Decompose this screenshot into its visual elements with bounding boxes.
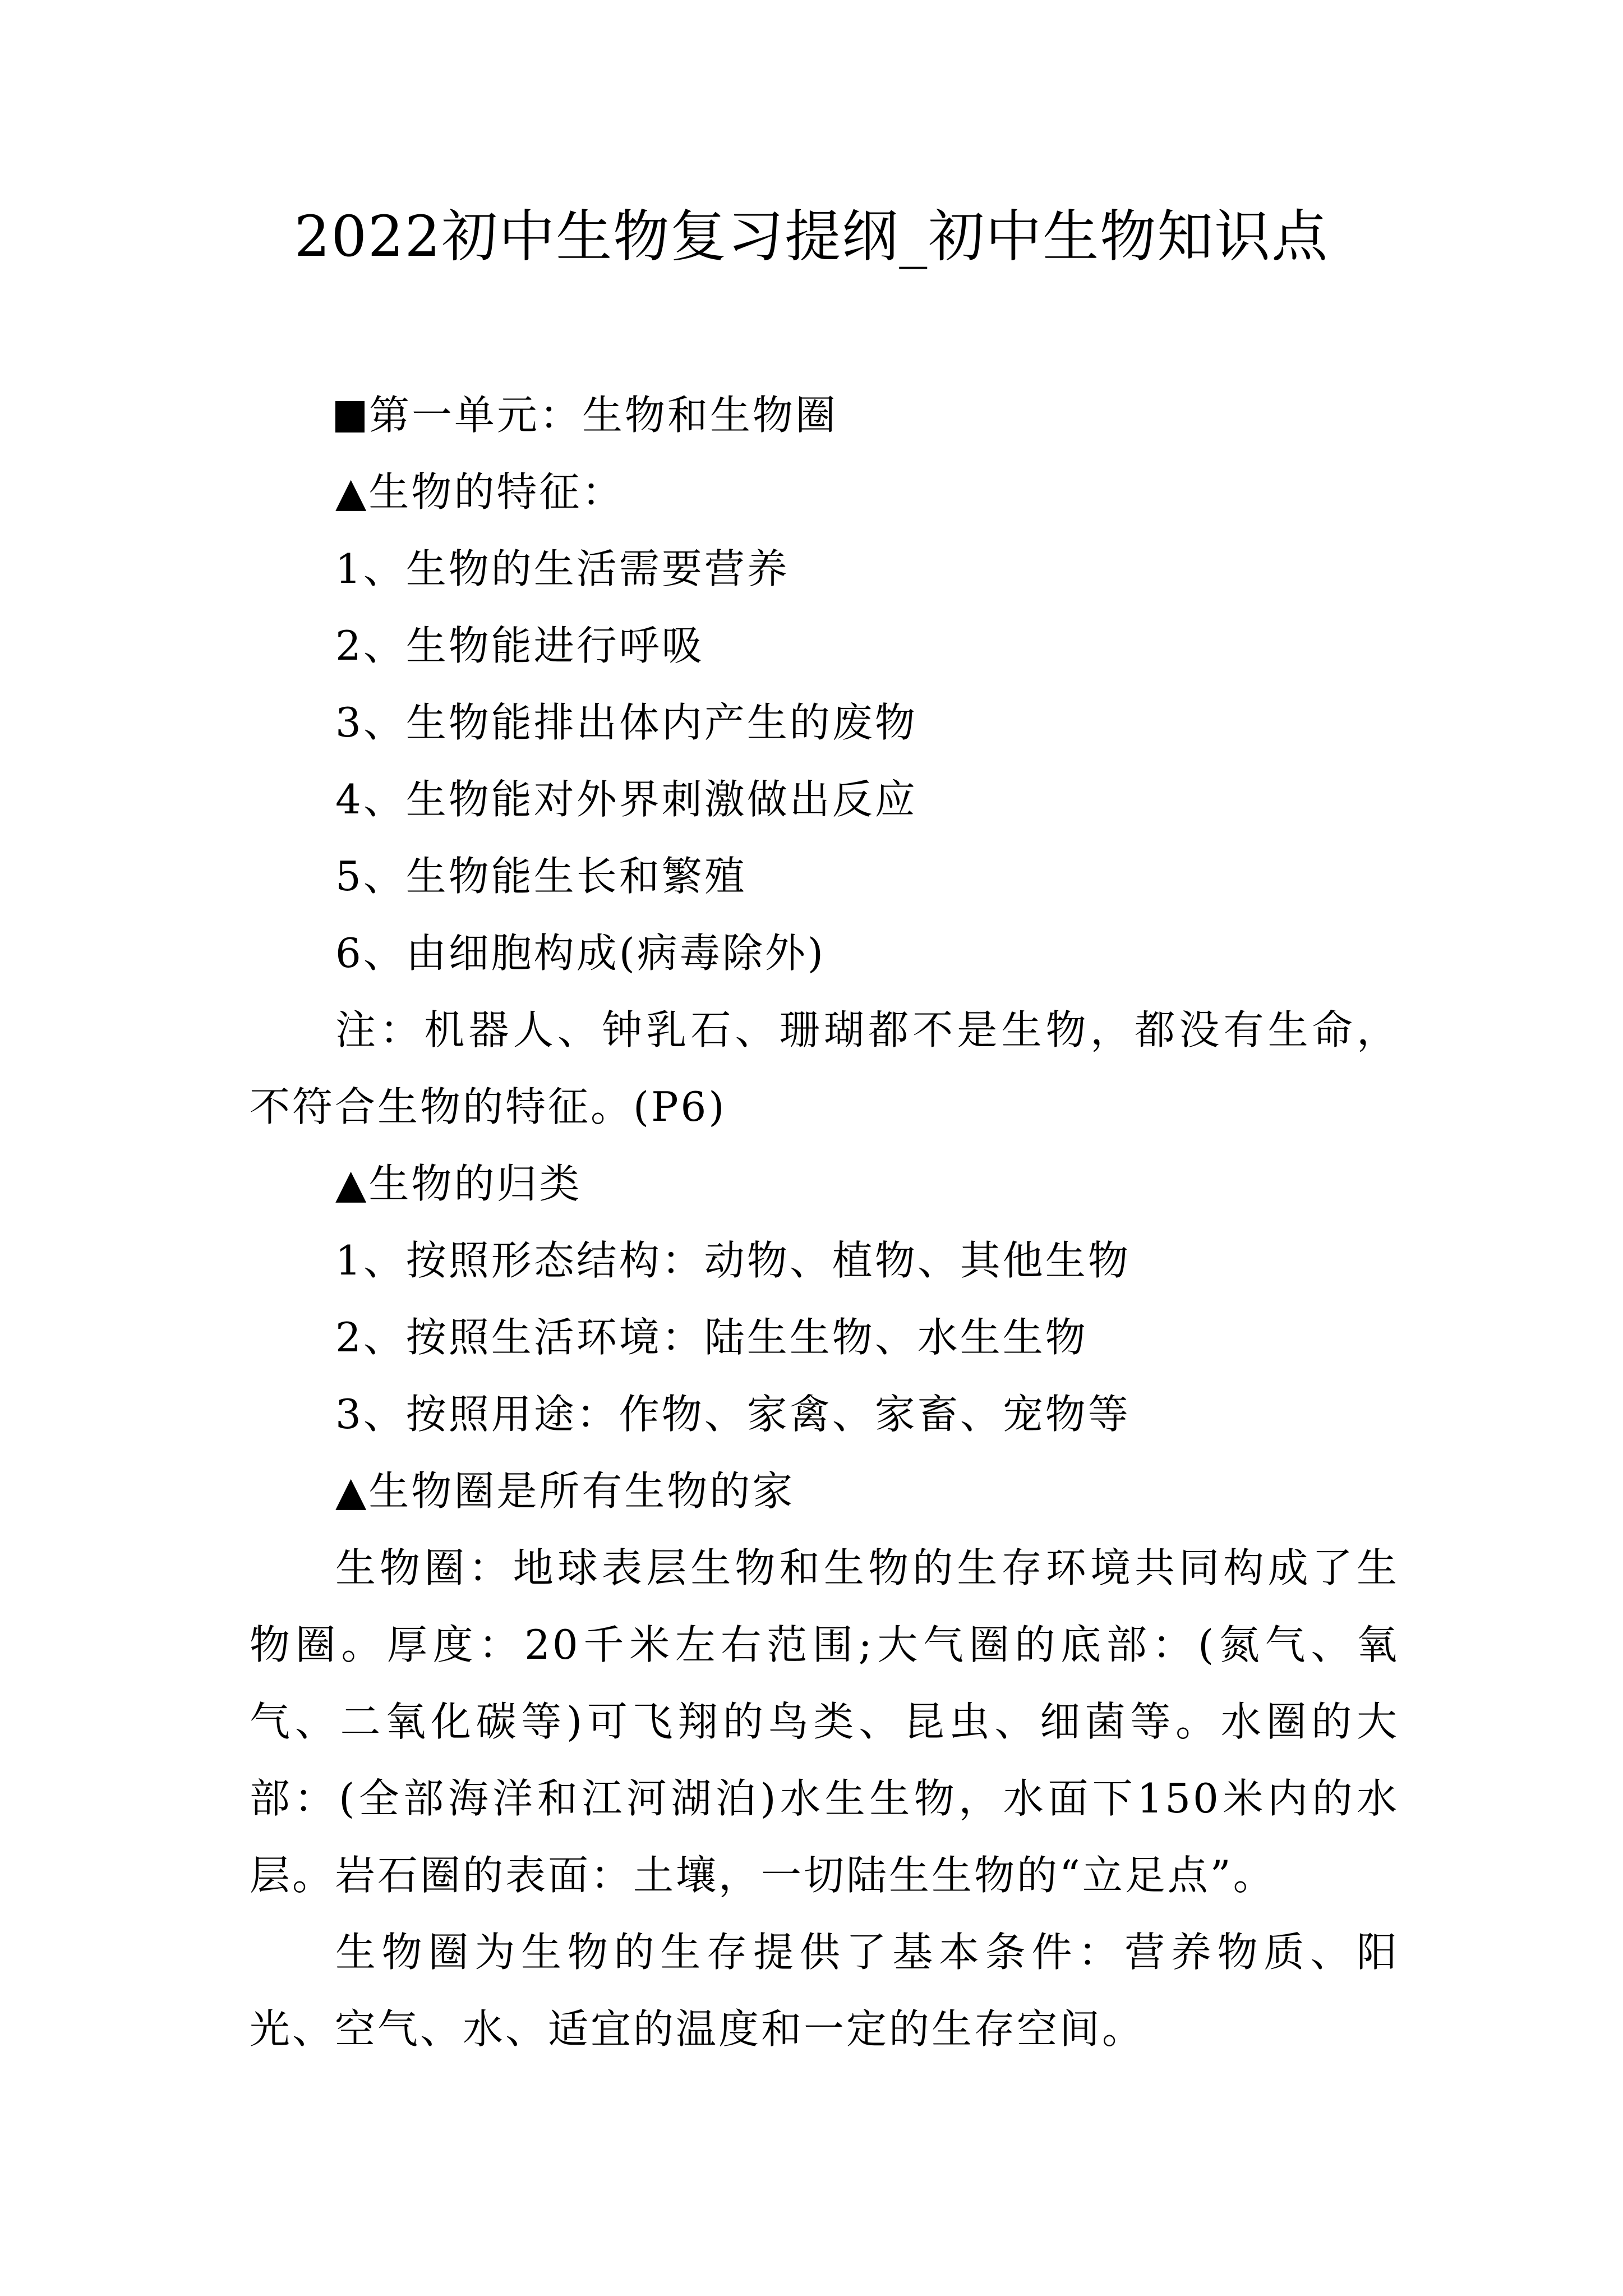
list-item: 1、按照形态结构：动物、植物、其他生物 — [335, 1237, 1131, 1284]
section-heading-features: ▲生物的特征： — [335, 468, 625, 516]
list-item: 1、生物的生活需要营养 — [335, 545, 790, 592]
list-item: 3、生物能排出体内产生的废物 — [335, 699, 917, 746]
list-item: 4、生物能对外界刺激做出反应 — [335, 776, 917, 823]
section-heading-classification: ▲生物的归类 — [335, 1160, 582, 1207]
list-item: 6、由细胞构成(病毒除外) — [335, 930, 826, 977]
list-item: 3、按照用途：作物、家禽、家畜、宠物等 — [335, 1391, 1131, 1438]
list-item: 2、按照生活环境：陆生生物、水生生物 — [335, 1314, 1088, 1361]
biosphere-paragraph: 生物圈：地球表层生物和生物的生存环境共同构成了生物圈。厚度：20千米左右范围;大气圈的底部：(氮气、氧气、二氧化碳等)可飞翔的鸟类、昆虫、细菌等。水圈的大部：(全部海洋和江河湖泊)水生生物，水面下150米内的水层。岩石圈的表面：土壤，一切陆生生物的“立足点”。 — [250, 1544, 1399, 1899]
note-paragraph: 注：机器人、钟乳石、珊瑚都不是生物，都没有生命，不符合生物的特征。(P6) — [250, 1006, 1399, 1130]
section-heading-biosphere: ▲生物圈是所有生物的家 — [335, 1467, 795, 1515]
list-item: 2、生物能进行呼吸 — [335, 622, 704, 669]
document-title: 2022初中生物复习提纲_初中生物知识点 — [294, 204, 1329, 269]
list-item: 5、生物能生长和繁殖 — [335, 853, 747, 900]
unit-heading-text: 第一单元：生物和生物圈 — [369, 392, 838, 439]
unit-heading — [250, 377, 1399, 454]
black-square-icon — [335, 401, 365, 432]
biosphere-conditions-paragraph: 生物圈为生物的生存提供了基本条件：营养物质、阳光、空气、水、适宜的温度和一定的生存空间。 — [250, 1929, 1399, 2053]
document-body — [250, 377, 1399, 2068]
